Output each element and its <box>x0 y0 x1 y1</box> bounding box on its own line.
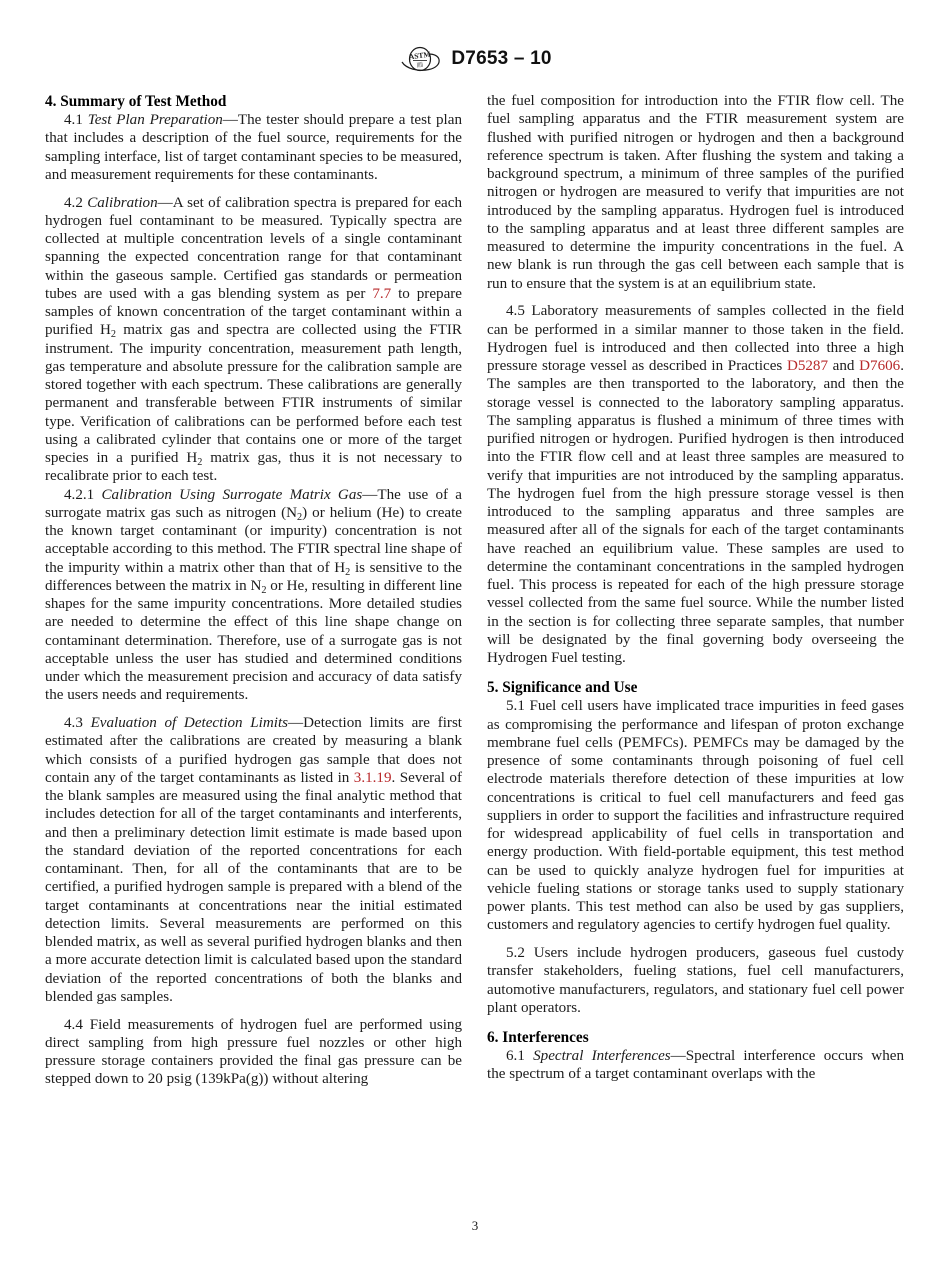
paragraph-text-4-2-d: matrix gas, thus it is not necessary to recalibrate prior to each test. <box>45 450 462 485</box>
cross-reference-7-7[interactable]: 7.7 <box>372 285 392 302</box>
subscript-h2-c: 2 <box>345 566 351 578</box>
paragraph-4-1 <box>45 111 462 184</box>
paragraph-text-6-1: —Spectral interference occurs when the spectrum of a target contaminant overlaps with the <box>487 1048 904 1083</box>
paragraph-text-4-2-b: to prepare samples of known concentration of the target contaminant within a purified H <box>45 285 462 339</box>
paragraph-number-4-2-1: 4.2.1 <box>64 486 95 503</box>
paragraph-4-5 <box>487 302 904 667</box>
paragraph-text-4-2-1-a: —The use of a surrogate matrix gas such as nitrogen (N <box>45 486 462 521</box>
heading-section-4: 4. Summary of Test Method <box>45 93 227 110</box>
two-column-body <box>45 92 905 1197</box>
paragraph-text-5-2: Users include hydrogen producers, gaseous fuel custody transfer stakeholders, fueling stations, fuel cell manufacturers, automotive manufacturers, regulators, and stationary fuel cell power plant operators. <box>487 945 904 1016</box>
page-number: 3 <box>471 1218 479 1233</box>
paragraph-text-4-3-a: —Detection limits are first estimated after the calibrations are created by measuring a blank which consists of a purified hydrogen gas sample that does not contain any of the target contaminants as listed in <box>45 715 463 786</box>
paragraph-text-4-2-c: matrix gas and spectra are collected using the FTIR instrument. The impurity concentration, measurement path length, gas temperature and absolute pressure for the calibration sample are stored together with each spectrum. These calibrations are generally permanent and transferable between FTIR instruments of similar type. Verification of calibrations can be performed before each test using a calibrated cylinder that contains one or more of the target species in a purified H <box>45 322 462 466</box>
paragraph-4-2-1 <box>45 486 462 705</box>
paragraph-term-4-3: Evaluation of Detection Limits <box>90 715 289 731</box>
right-column <box>487 92 904 1197</box>
subscript-n2-b: 2 <box>261 584 267 596</box>
cross-reference-d5287[interactable]: D5287 <box>786 358 829 374</box>
document-designation: D7653 – 10 <box>451 48 552 69</box>
paragraph-number-5-1: 5.1 <box>506 698 525 715</box>
paragraph-term-4-2-1: Calibration Using Surrogate Matrix Gas <box>101 486 363 503</box>
paragraph-text-4-5-a: Laboratory measurements of samples collected in the field can be performed in a similar manner to those taken in the field. Hydrogen fuel is introduced and then collected into three a high pressure storage vessel as described in Practices <box>487 303 904 374</box>
paragraph-number-6-1: 6.1 <box>506 1048 525 1064</box>
paragraph-text-4-5-c: . The samples are then transported to the laboratory, and then the storage vessel is connected to the laboratory sampling apparatus. The sampling apparatus is flushed a minimum of three times with purified nitrogen or hydrogen. Purified hydrogen is then introduced into the FTIR flow cell and at least three samples are measured to verify that impurities are not introduced by the sampling apparatus. The hydrogen fuel from the high pressure storage vessel is then introduced to the sampling apparatus and three samples are measured after all of the signals for each of the target contaminants have reached an equilibrium value. These samples are used to determine the contaminant concentrations in the sampled hydrogen fuel. This process is repeated for each of the high pressure storage vessel collected from the same fuel source. While the number listed in the section is for collecting three separate samples, that number will be designated by the final governing body overseeing the Hydrogen Fuel testing. <box>487 358 904 666</box>
paragraph-term-4-1: Test Plan Preparation <box>87 112 223 128</box>
paragraph-4-2 <box>45 194 462 486</box>
paragraph-number-4-1: 4.1 <box>64 112 83 128</box>
paragraph-4-3 <box>45 714 462 1006</box>
paragraph-4-4-continued: the fuel composition for introduction into the FTIR flow cell. The fuel sampling apparatus and the FTIR measurement system are flushed with purified nitrogen or hydrogen and then a background reference spectrum is taken. After flushing the system and taking a background spectrum, a minimum of three samples of the purified nitrogen or hydrogen are measured to verify that impurities are not introduced by the sampling apparatus. Hydrogen fuel is introduced to the sampling apparatus and at least three different samples are measured to determine the impurity concentrations in the fuel. A new blank is run through the gas cell between each sample that is run to ensure that the system is at an equilibrium state. <box>487 93 904 292</box>
paragraph-text-4-2-1-c: is sensitive to the differences between the matrix in N <box>45 559 462 594</box>
paragraph-6-1 <box>487 1047 904 1084</box>
heading-section-6: 6. Interferences <box>487 1029 589 1046</box>
paragraph-text-4-1: —The tester should prepare a test plan that includes a description of the fuel source, requirements for the sampling interface, list of target contaminant species to be measured, and measurement requirements for these contaminants. <box>45 112 462 183</box>
paragraph-number-4-2: 4.2 <box>64 194 83 211</box>
subscript-h2-b: 2 <box>197 456 203 468</box>
paragraph-term-6-1: Spectral Interferences <box>533 1048 671 1064</box>
paragraph-5-1 <box>487 697 904 934</box>
paragraph-number-4-3: 4.3 <box>64 715 83 731</box>
paragraph-text-4-3-b: . Several of the blank samples are measured using the final analytic method that includes detection for all of the target contaminants and interferents, and then a preliminary detection limit estimate is made based upon the standard deviation of the reported concentrations for each contaminant. Then, for all of the contaminants that are to be certified, a purified hydrogen sample is prepared with a blend of the target contaminants at concentrations near the initial estimated detection limits. Several measurements are performed on this blended matrix, as well as several purified hydrogen blanks and then a more accurate detection limit is calculated based upon the standard deviation of the reported concentrations of both the blanks and blended gas samples. <box>45 769 463 1005</box>
svg-text:ASTM: ASTM <box>408 49 432 62</box>
heading-section-5: 5. Significance and Use <box>487 679 638 697</box>
paragraph-text-4-2-1-d: or He, resulting in different line shapes for the same impurity concentrations. More detailed studies are needed to determine the effect of this line shape change on contaminant determination. Therefore, use of a surrogate gas is not acceptable unless the user has studied and determined conditions under which the measurement precision and accuracy of data satisfy the users needs and requirements. <box>45 577 462 704</box>
cross-reference-d7606[interactable]: D7606 <box>859 358 901 374</box>
page-header <box>0 44 950 74</box>
paragraph-text-4-2-a: —A set of calibration spectra is prepared for each hydrogen fuel contaminant to be measured. Typically spectra are collected at multiple concentration levels of a single contaminant spanning the expected concentration range for that contaminant within the gaseous sample. Certified gas standards or permeation tubes are used with a gas blending system as per <box>45 194 462 302</box>
left-column <box>45 92 462 1197</box>
paragraph-number-4-4: 4.4 <box>64 1016 83 1033</box>
paragraph-term-4-2: Calibration <box>87 194 158 211</box>
paragraph-number-4-5: 4.5 <box>506 303 525 320</box>
paragraph-text-5-1: Fuel cell users have implicated trace impurities in feed gases as compromising the performance and lifespan of proton exchange membrane fuel cells (PEMFCs). PEMFCs may be damaged by the presence of some contaminants through poisoning of fuel cell electrode materials therefore detection of these impurities at low concentrations is critical to fuel cell manufacturers and feed gas suppliers in order to support the facilities and infrastructure required for widespread applicability of fuel cells in transportation and energy production. With field-portable equipment, this test method can be used to quickly analyze hydrogen fuel for impurities at vehicle fueling stations or storage tanks used to supply stationary power plants. This test method can also be used by gas suppliers, customers and regulatory agencies to certify hydrogen fuel quality. <box>487 698 904 934</box>
paragraph-text-4-2-1-b: ) or helium (He) to create the known target contaminant (or impurity) concentration is not acceptable according to this method. The FTIR spectral line shape of the impurity within a matrix other than that of H <box>45 504 462 576</box>
paragraph-4-4 <box>45 1016 462 1089</box>
paragraph-text-4-5-b: and <box>828 358 860 374</box>
cross-reference-3-1-19[interactable]: 3.1.19 <box>353 769 392 786</box>
svg-text:|||||: ||||| <box>416 61 424 69</box>
paragraph-5-2 <box>487 944 904 1017</box>
paragraph-number-5-2: 5.2 <box>506 945 525 961</box>
astm-logo-icon <box>398 44 442 74</box>
subscript-n2-a: 2 <box>297 511 303 523</box>
subscript-h2-a: 2 <box>110 329 117 341</box>
page-footer <box>0 1218 950 1234</box>
paragraph-text-4-4: Field measurements of hydrogen fuel are performed using direct sampling from high pressure fuel nozzles or other high pressure storage containers provided the final gas pressure can be stepped down to 20 psig (139kPa(g)) without altering <box>45 1016 462 1088</box>
